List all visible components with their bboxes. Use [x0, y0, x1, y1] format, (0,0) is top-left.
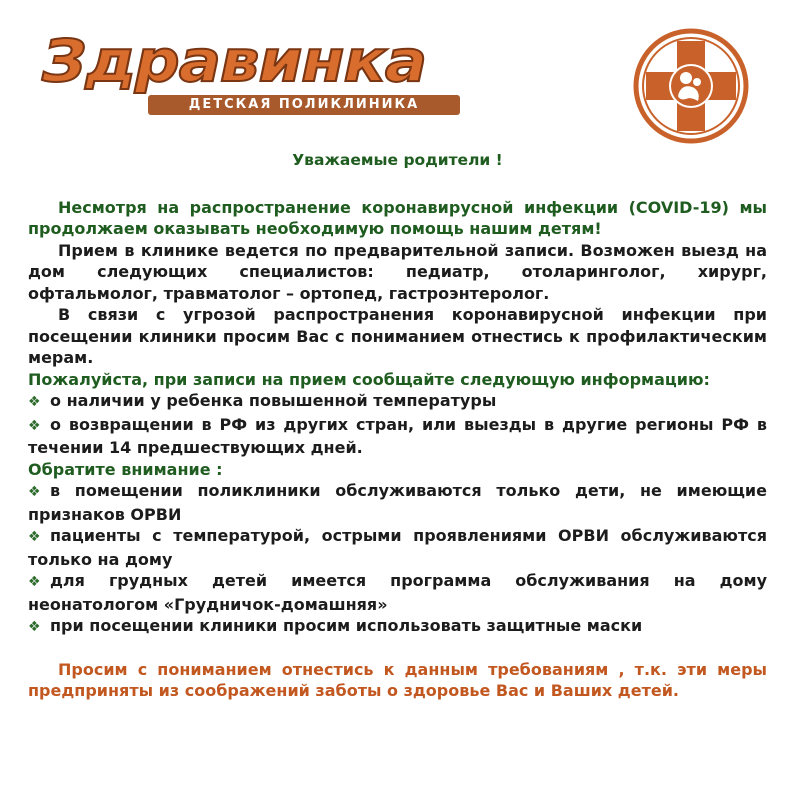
logo-title: Здравинка	[42, 27, 427, 95]
list-item: ❖ о возвращении в РФ из других стран, или выезды в другие регионы РФ в течении 14 предшествующих дней.	[28, 414, 767, 457]
appointments-paragraph: Прием в клинике ведется по предварительной записи. Возможен выезд на дом следующих специалистов: педиатр, отоларинголог, хирург, офтальмолог, травматолог – ортопед, гастроэнтеролог.	[28, 240, 767, 303]
notice-body	[28, 150, 767, 702]
list-item: ❖ для грудных детей имеется программа обслуживания на дому неонатологом «Грудничок-домашняя»	[28, 571, 767, 614]
diamond-bullet-icon: ❖	[28, 417, 41, 434]
list-item: ❖ пациенты с температурой, острыми проявлениями ОРВИ обслуживаются только на дому	[28, 526, 767, 569]
medical-cross-mother-child-icon	[632, 27, 750, 145]
info-heading: Пожалуйста, при записи на прием сообщайте следующую информацию:	[28, 369, 710, 389]
logo-subtitle: ДЕТСКАЯ ПОЛИКЛИНИКА	[148, 95, 460, 115]
list-item: ❖ в помещении поликлиники обслуживаются только дети, не имеющие признаков ОРВИ	[28, 481, 767, 524]
list-item: ❖ о наличии у ребенка повышенной температуры	[28, 390, 767, 414]
list-item: ❖ при посещении клиники просим использовать защитные маски	[28, 615, 767, 639]
precautions-paragraph: В связи с угрозой распространения коронавирусной инфекции при посещении клиники просим Вас с пониманием отнестись к профилактическим мерам.	[28, 305, 767, 367]
diamond-bullet-icon: ❖	[28, 484, 41, 500]
clinic-logo	[40, 27, 427, 118]
diamond-bullet-icon: ❖	[28, 529, 41, 545]
attention-heading: Обратите внимание :	[28, 459, 223, 479]
diamond-bullet-icon: ❖	[28, 574, 41, 590]
diamond-bullet-icon: ❖	[28, 394, 41, 410]
diamond-bullet-icon: ❖	[28, 619, 41, 635]
closing-paragraph: Просим с пониманием отнестись к данным требованиям , т.к. эти меры предприняты из соображений заботы о здоровье Вас и Ваших детей.	[28, 659, 767, 700]
greeting: Уважаемые родители !	[292, 151, 503, 169]
intro-paragraph: Несмотря на распространение коронавирусной инфекции (COVID-19) мы продолжаем оказывать необходимую помощь нашим детям!	[28, 197, 767, 238]
